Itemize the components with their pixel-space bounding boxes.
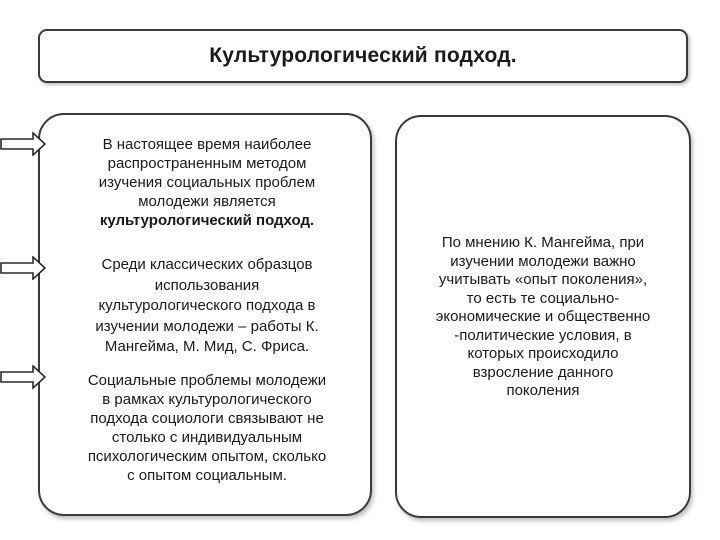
- paragraph-classic-examples: [60, 255, 354, 358]
- text-line: Мангейма, М. Мид, С. Фриса.: [104, 338, 310, 355]
- text-line: культурологического подхода в: [98, 297, 316, 314]
- text-line: экономические и общественно: [435, 308, 651, 326]
- text-line: распространенным методом: [107, 155, 307, 172]
- text-line: изучении молодежи – работы К.: [95, 317, 319, 335]
- paragraph-social-problems: [60, 371, 354, 485]
- right-panel: [395, 115, 691, 518]
- text-line: которых происходило: [467, 345, 619, 363]
- arrow-right-icon: [0, 365, 46, 389]
- text-line: молодежи является: [138, 193, 276, 210]
- text-line: психологическим опытом, сколько: [87, 448, 327, 465]
- paragraph-modern-method: [60, 135, 354, 230]
- text-line: поколения: [506, 382, 580, 400]
- text-line: подхода социологи связывают не: [90, 410, 324, 427]
- arrow-right-icon: [0, 132, 46, 156]
- mannheim-opinion-text: [407, 234, 679, 401]
- text-line: с опытом социальным.: [127, 467, 287, 484]
- text-line: В настоящее время наиболее: [102, 136, 312, 153]
- text-line: учитывать «опыт поколения»,: [438, 271, 648, 289]
- text-line: изучения социальных проблем: [98, 174, 316, 191]
- text-line: использования: [154, 276, 260, 294]
- text-line: то есть те социально-: [466, 289, 620, 307]
- text-line: -политические условия, в: [454, 326, 632, 344]
- text-line: взросление данного: [472, 363, 614, 381]
- text-line: столько с индивидуальным: [111, 429, 303, 446]
- text-line-emphasis: культурологический подход.: [99, 212, 315, 229]
- arrow-right-icon: [0, 256, 46, 280]
- left-panel: [38, 113, 372, 516]
- text-line: Среди классических образцов: [101, 256, 313, 273]
- text-line: По мнению К. Мангейма, при: [441, 234, 645, 252]
- text-line: Социальные проблемы молодежи: [87, 372, 327, 389]
- page-title: Культурологический подход.: [209, 44, 517, 67]
- text-line: в рамках культурологического: [102, 391, 312, 408]
- title-box: [38, 29, 688, 83]
- text-line: изучении молодежи важно: [450, 252, 636, 270]
